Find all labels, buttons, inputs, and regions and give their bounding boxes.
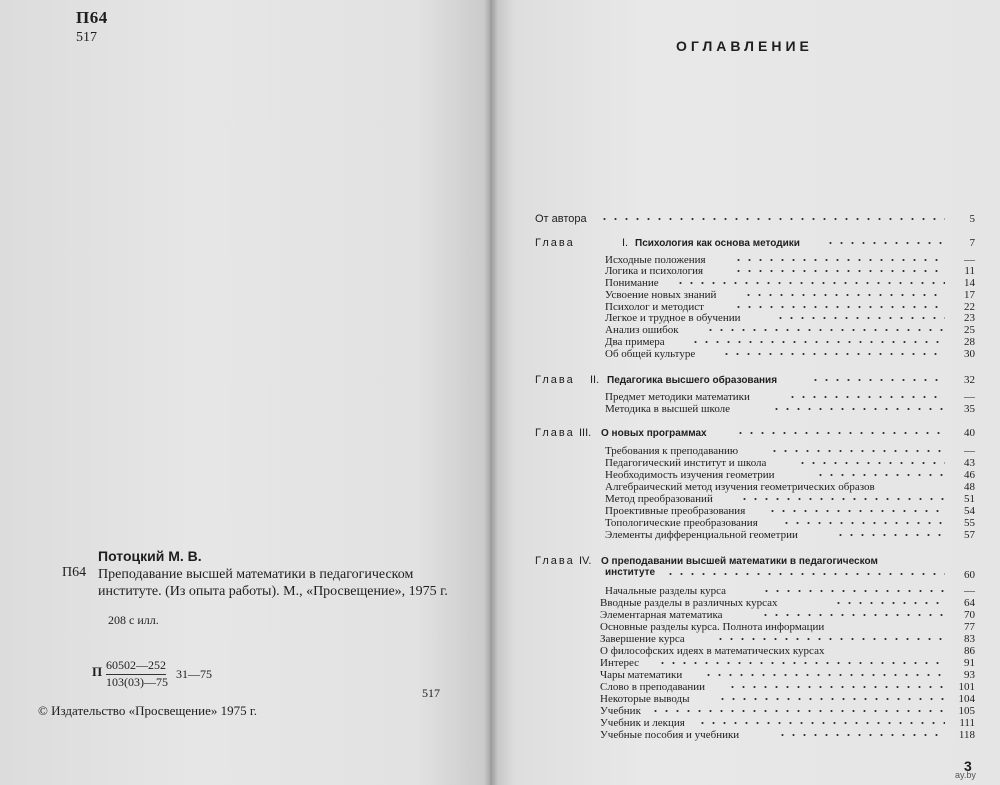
toc-entry-page: 23: [964, 312, 975, 324]
chapter-title: О преподавании высшей математики в педагогическом: [601, 556, 878, 567]
dot-leader: [760, 611, 945, 619]
toc-entry-label: Об общей культуре: [605, 348, 696, 360]
dot-leader: [761, 587, 945, 595]
toc-entry-label: Метод преобразований: [605, 493, 713, 505]
dot-leader: [733, 303, 945, 311]
dot-leader: [810, 376, 945, 384]
watermark: ay.by: [955, 770, 976, 780]
catalog-code: П64: [62, 565, 87, 580]
dot-leader: [657, 659, 945, 667]
index-letter: П: [92, 664, 103, 679]
left-page: [0, 0, 490, 785]
book-description: Преподавание высшей математики в педагогическом институте. (Из опыта работы). М., «Просвещение», 1975 г.: [98, 567, 448, 599]
toc-entry-page: 54: [964, 505, 975, 517]
toc-entry-label: Учебник: [600, 705, 641, 717]
index-denominator: 103(03)—75: [106, 675, 168, 689]
toc-entry-page: 101: [958, 681, 975, 693]
toc-chapter: [535, 237, 975, 250]
toc-entry-label: Методика в высшей школе: [605, 403, 731, 415]
dot-leader: [733, 267, 945, 275]
bottom-udc-code: 517: [422, 686, 440, 700]
chapter-title: Психология как основа методики: [635, 238, 800, 249]
page-number: 3: [964, 758, 972, 774]
toc-entry-label: Два примера: [605, 336, 665, 348]
toc-chapter: [535, 374, 975, 387]
copyright-line: © Издательство «Просвещение» 1975 г.: [38, 703, 257, 718]
chapter-number: I.: [622, 237, 629, 249]
toc-entry-page: 111: [959, 717, 975, 729]
dot-leader: [721, 350, 945, 358]
toc-entry-page: 118: [958, 729, 975, 741]
toc-entry-label: Элементы дифференциальной геометрии: [605, 529, 798, 541]
dot-leader: [739, 495, 945, 503]
chapter-word: Глава: [535, 237, 575, 249]
udc-code: 517: [76, 30, 97, 45]
chapter-title: Педагогика высшего образования: [607, 375, 778, 386]
dot-leader: [690, 338, 945, 346]
chapter-word: Глава: [535, 427, 575, 439]
toc-entry-label: Исходные положения: [605, 254, 706, 266]
dot-leader: [697, 719, 945, 727]
chapter-number: IV.: [579, 555, 592, 567]
toc-entry-label: Легкое и трудное в обучении: [605, 312, 741, 324]
dot-leader: [675, 279, 945, 287]
dot-leader: [815, 471, 945, 479]
toc-entry-page: 25: [964, 324, 975, 336]
chapter-page: 60: [964, 569, 975, 581]
toc-entry-label: Педагогический институт и школа: [605, 457, 767, 469]
dot-leader: [777, 731, 945, 739]
toc-entry-page: 35: [964, 403, 975, 415]
dot-leader: [771, 405, 945, 413]
toc-entry-page: 70: [964, 609, 975, 621]
toc-entry-label: Чары математики: [600, 669, 683, 681]
toc-entry-page: 43: [964, 457, 975, 469]
dot-leader: [650, 707, 945, 715]
toc-entry-label: Некоторые выводы: [600, 693, 690, 705]
dot-leader: [703, 671, 945, 679]
toc-entry-page: 28: [964, 336, 975, 348]
toc-entry-label: Учебные пособия и учебники: [600, 729, 740, 741]
chapter-title-continued: институте: [605, 567, 656, 578]
toc-entry-page: 14: [964, 277, 975, 289]
chapter-word: Глава: [535, 374, 575, 386]
toc-entry-label: Завершение курса: [600, 633, 685, 645]
toc-entry-label: Необходимость изучения геометрии: [605, 469, 775, 481]
toc-entry-label: Вводные разделы в различных курсах: [600, 597, 778, 609]
chapter-word: Глава: [535, 555, 575, 567]
chapter-page: 40: [964, 427, 975, 439]
index-numerator: 60502—252: [106, 658, 166, 675]
classification-code: П64: [76, 8, 108, 27]
toc-entry-page: 11: [964, 265, 975, 277]
toc-entry-label: Учебник и лекция: [600, 717, 685, 729]
toc-entry: [535, 213, 975, 226]
toc-entry: [535, 403, 975, 416]
toc-entry-label: Начальные разделы курса: [605, 585, 727, 597]
toc-entry-page: 104: [958, 693, 975, 705]
toc-entry: [535, 529, 975, 542]
dot-leader: [743, 291, 945, 299]
table-of-contents: [535, 0, 975, 785]
toc-entry-label: Топологические преобразования: [605, 517, 758, 529]
dot-leader: [833, 599, 945, 607]
toc-entry-page: —: [964, 254, 975, 266]
dot-leader: [775, 314, 945, 322]
author-name: Потоцкий М. В.: [98, 548, 202, 564]
toc-entry-page: 105: [958, 705, 975, 717]
dot-leader: [717, 695, 945, 703]
dot-leader: [735, 429, 945, 437]
toc-entry-page: 57: [964, 529, 975, 541]
dot-leader: [727, 683, 945, 691]
toc-entry-page: —: [964, 445, 975, 457]
toc-chapter: [535, 555, 975, 581]
toc-chapter: [535, 427, 975, 440]
toc-entry-page: 46: [964, 469, 975, 481]
toc-entry-page: 48: [964, 481, 975, 493]
dot-leader: [715, 635, 945, 643]
toc-entry-page: 93: [964, 669, 975, 681]
toc-entry-page: 5: [969, 213, 975, 225]
toc-entry-page: —: [964, 391, 975, 403]
toc-entry-page: 55: [964, 517, 975, 529]
dot-leader: [787, 393, 945, 401]
toc-entry-page: 91: [964, 657, 975, 669]
toc-entry-label: Слово в преподавании: [600, 681, 706, 693]
toc-entry-page: 51: [964, 493, 975, 505]
toc-entry-label: Психолог и методист: [605, 301, 704, 313]
toc-entry-label: Элементарная математика: [600, 609, 723, 621]
dot-leader: [769, 447, 945, 455]
dot-leader: [665, 570, 945, 578]
toc-title: ОГЛАВЛЕНИЕ: [676, 38, 813, 54]
toc-entry-page: 64: [964, 597, 975, 609]
toc-entry-label: Предмет методики математики: [605, 391, 750, 403]
toc-entry-label: Проективные преобразования: [605, 505, 746, 517]
toc-entry-page: 83: [964, 633, 975, 645]
toc-entry-label: Основные разделы курса. Полнота информации: [600, 621, 825, 633]
toc-entry-page: 30: [964, 348, 975, 360]
toc-entry-label: Требования к преподаванию: [605, 445, 739, 457]
book-spine: [484, 0, 498, 785]
dot-leader: [733, 256, 945, 264]
toc-entry-label: Алгебраический метод изучения геометрических образов: [605, 481, 875, 493]
chapter-number: II.: [590, 374, 600, 386]
toc-entry-label: Интерес: [600, 657, 640, 669]
toc-entry-label: Усвоение новых знаний: [605, 289, 717, 301]
toc-entry-page: 17: [964, 289, 975, 301]
page-count: 208 с илл.: [108, 613, 159, 627]
chapter-page: 7: [969, 237, 975, 249]
toc-entry: [535, 729, 975, 742]
dot-leader: [599, 215, 945, 223]
dot-leader: [705, 326, 945, 334]
dot-leader: [767, 507, 945, 515]
chapter-page: 32: [964, 374, 975, 386]
toc-entry-label: О философских идеях в математических курсах: [600, 645, 825, 657]
chapter-title: О новых программах: [601, 428, 707, 439]
toc-entry-page: 22: [964, 301, 975, 313]
dot-leader: [797, 459, 945, 467]
toc-entry-label: От автора: [535, 213, 587, 225]
toc-entry-label: Понимание: [605, 277, 659, 289]
toc-entry-page: 86: [964, 645, 975, 657]
toc-entry-label: Анализ ошибок: [605, 324, 679, 336]
toc-entry-label: Логика и психология: [605, 265, 704, 277]
dot-leader: [825, 239, 945, 247]
toc-entry-page: —: [964, 585, 975, 597]
dot-leader: [781, 519, 945, 527]
toc-entry: [535, 348, 975, 361]
index-suffix: 31—75: [176, 667, 212, 681]
chapter-number: III.: [579, 427, 592, 439]
toc-entry-page: 77: [964, 621, 975, 633]
dot-leader: [835, 531, 945, 539]
